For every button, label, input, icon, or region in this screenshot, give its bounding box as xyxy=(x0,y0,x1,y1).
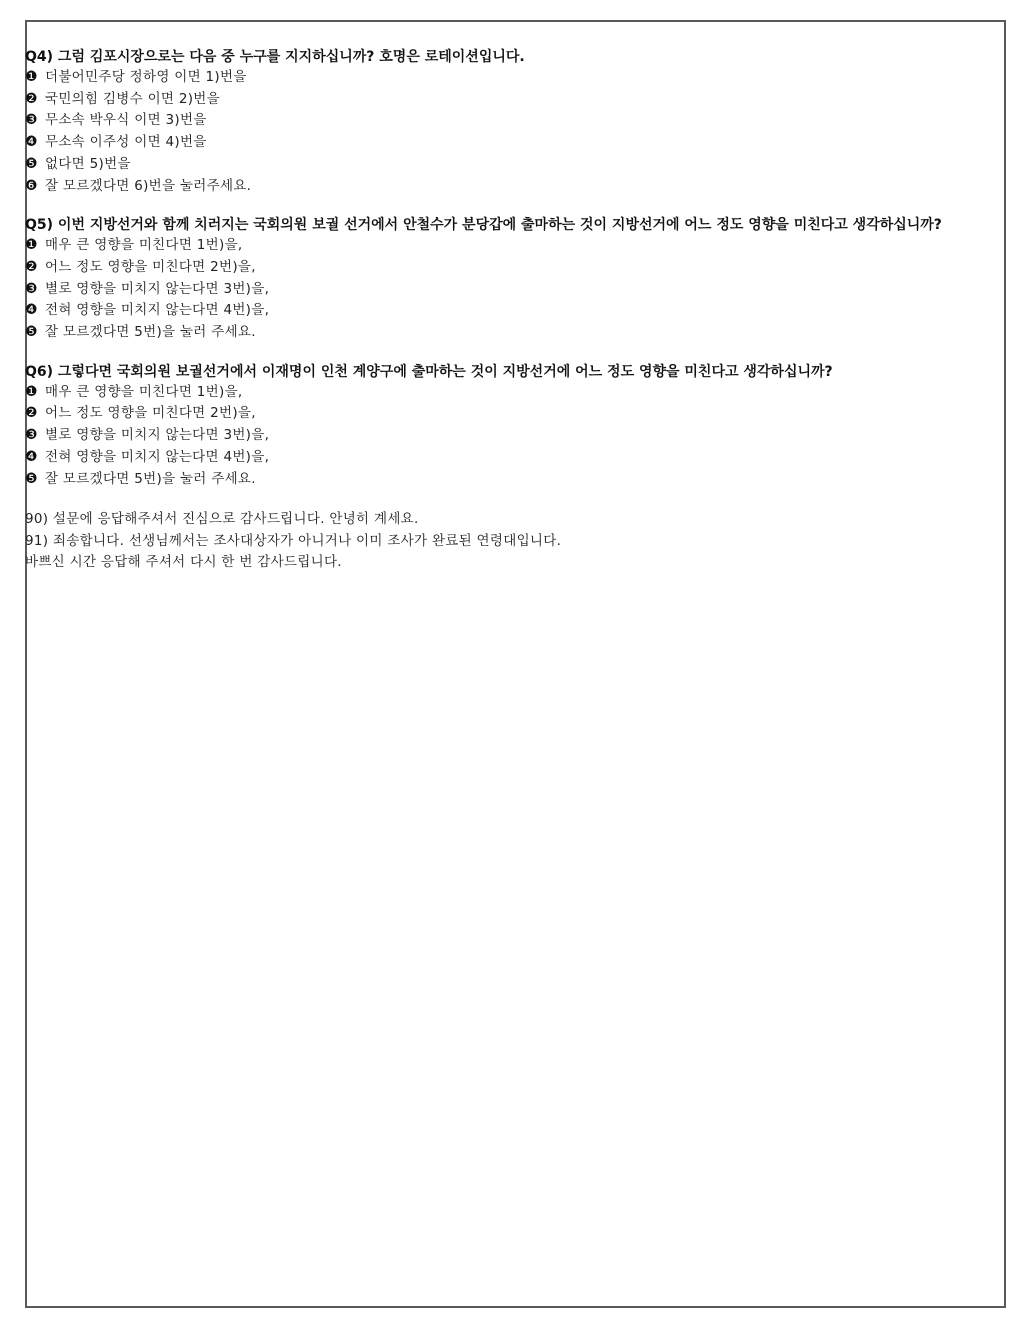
option-number-marker: ❶ xyxy=(25,69,38,85)
answer-option xyxy=(25,110,955,132)
option-text: 어느 정도 영향을 미친다면 2번)을, xyxy=(45,258,256,275)
option-text: 국민의힘 김병수 이면 2)번을 xyxy=(45,90,220,107)
question-title: Q5) 이번 지방선거와 함께 치러지는 국회의원 보궐 선거에서 안철수가 분당갑에 출마하는 것이 지방선거에 어느 정도 영향을 미친다고 생각하십니까? xyxy=(25,217,942,234)
option-number-marker: ❹ xyxy=(25,448,38,465)
option-number-marker: ❷ xyxy=(25,258,38,275)
option-text: 어느 정도 영향을 미친다면 2번)을, xyxy=(45,405,256,422)
option-text: 잘 모르겠다면 5번)을 눌러 주세요. xyxy=(45,470,256,487)
question-q5 xyxy=(25,216,955,344)
question-title: Q4) 그럼 김포시장으로는 다음 중 누구를 지지하십니까? 호명은 로테이션입니다. xyxy=(25,49,525,65)
option-number-marker: ❺ xyxy=(25,155,38,172)
closing-remarks xyxy=(25,509,955,574)
option-number-marker: ❺ xyxy=(25,324,38,341)
question-title: Q6) 그렇다면 국회의원 보궐선거에서 이재명이 인천 계양구에 출마하는 것이 지방선거에 어느 정도 영향을 미친다고 생각하십니까? xyxy=(25,363,833,380)
closing-line-90: 90) 설문에 응답해주셔서 진심으로 감사드립니다. 안녕히 계세요. xyxy=(25,511,419,528)
answer-option xyxy=(25,425,955,447)
option-text: 전혀 영향을 미치지 않는다면 4번)을, xyxy=(45,448,270,465)
option-text: 별로 영향을 미치지 않는다면 3번)을, xyxy=(45,280,270,297)
option-number-marker: ❺ xyxy=(25,470,38,487)
option-text: 매우 큰 영향을 미친다면 1번)을, xyxy=(45,383,243,400)
answer-option xyxy=(25,154,955,176)
option-text: 더불어민주당 정하영 이면 1)번을 xyxy=(45,69,247,85)
answer-option xyxy=(25,176,955,198)
option-number-marker: ❸ xyxy=(25,427,38,444)
option-text: 무소속 이주성 이면 4)번을 xyxy=(45,134,207,151)
option-number-marker: ❹ xyxy=(25,302,38,319)
answer-option xyxy=(25,132,955,154)
option-number-marker: ❸ xyxy=(25,280,38,297)
document-content xyxy=(25,48,955,574)
option-number-marker: ❸ xyxy=(25,112,38,129)
answer-option xyxy=(25,67,955,89)
answer-options xyxy=(25,382,955,491)
option-number-marker: ❹ xyxy=(25,134,38,151)
answer-option xyxy=(25,403,955,425)
question-q4 xyxy=(25,48,955,197)
option-number-marker: ❶ xyxy=(25,383,38,400)
option-text: 매우 큰 영향을 미친다면 1번)을, xyxy=(45,237,243,254)
answer-option xyxy=(25,300,955,322)
answer-option xyxy=(25,89,955,111)
answer-option xyxy=(25,257,955,279)
option-number-marker: ❶ xyxy=(25,237,38,254)
answer-options xyxy=(25,235,955,344)
option-text: 잘 모르겠다면 5번)을 눌러 주세요. xyxy=(45,324,256,341)
option-text: 전혀 영향을 미치지 않는다면 4번)을, xyxy=(45,302,270,319)
answer-option xyxy=(25,447,955,469)
question-q6 xyxy=(25,363,955,491)
closing-line-91: 91) 죄송합니다. 선생님께서는 조사대상자가 아니거나 이미 조사가 완료된 연령대입니다. xyxy=(25,532,562,549)
answer-option xyxy=(25,469,955,491)
answer-option xyxy=(25,382,955,404)
option-text: 없다면 5)번을 xyxy=(45,155,131,172)
answer-option xyxy=(25,322,955,344)
option-text: 별로 영향을 미치지 않는다면 3번)을, xyxy=(45,427,270,444)
answer-option xyxy=(25,235,955,257)
option-text: 잘 모르겠다면 6)번을 눌러주세요. xyxy=(45,177,252,194)
option-text: 무소속 박우식 이면 3)번을 xyxy=(45,112,207,129)
option-number-marker: ❷ xyxy=(25,405,38,422)
option-number-marker: ❻ xyxy=(25,177,38,194)
answer-options xyxy=(25,67,955,197)
answer-option xyxy=(25,279,955,301)
closing-thanks-line: 바쁘신 시간 응답해 주셔서 다시 한 번 감사드립니다. xyxy=(25,554,342,571)
option-number-marker: ❷ xyxy=(25,90,38,107)
